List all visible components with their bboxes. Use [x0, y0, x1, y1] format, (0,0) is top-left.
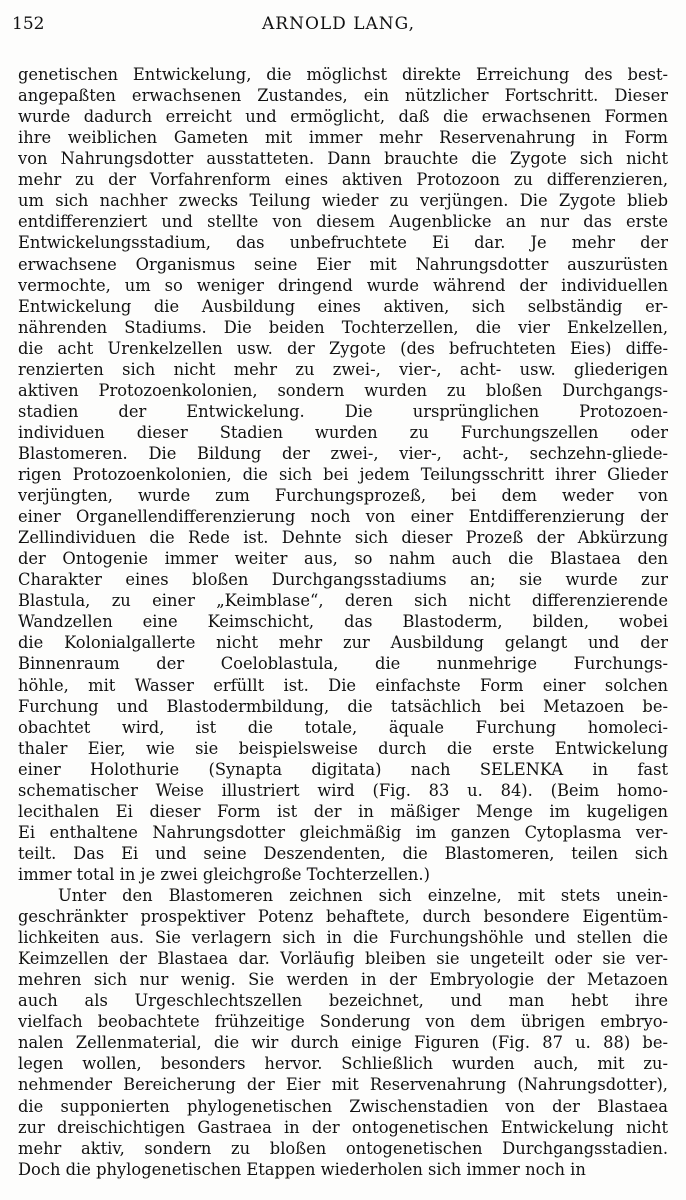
text-line: verjüngten, wurde zum Furchungsprozeß, bei dem weder von: [18, 486, 668, 505]
text-line: zur dreischichtigen Gastraea in der ontogenetischen Entwickelung nicht: [18, 1117, 668, 1137]
text-line: Doch die phylogenetischen Etappen wiederholen sich immer noch in: [18, 1159, 586, 1179]
text-line: legen wollen, besonders hervor. Schließlich wurden auch, mit zu-: [18, 1054, 668, 1074]
text-line: lichkeiten aus. Sie verlagern sich in die Furchungshöhle und stellen die: [18, 928, 668, 948]
text-line: schematischer Weise illustriert wird (Fig. 83 u. 84). (Beim homo-: [18, 780, 668, 800]
text-line: lecithalen Ei dieser Form ist der in mäßiger Menge im kugeligen: [18, 801, 668, 821]
text-line: die Kolonialgallerte nicht mehr zur Ausbildung gelangt und der: [18, 633, 668, 653]
text-line: Charakter eines bloßen Durchgangsstadiums an; sie wurde zur: [18, 570, 668, 590]
text-line: wurde dadurch erreicht und ermöglicht, daß die erwachsenen Formen: [18, 107, 668, 127]
text-line: nährenden Stadiums. Die beiden Tochterzellen, die vier Enkelzellen,: [18, 317, 668, 337]
text-line: Binnenraum der Coeloblastula, die nunmehrige Furchungs-: [18, 654, 668, 674]
running-header: ARNOLD LANG,: [262, 14, 416, 34]
text-line: von Nahrungsdotter ausstatteten. Dann brauchte die Zygote sich nicht: [18, 149, 668, 169]
text-line: angepaßten erwachsenen Zustandes, ein nützlicher Fortschritt. Dieser: [18, 86, 668, 105]
text-line: immer total in je zwei gleichgroße Tochterzellen.): [18, 864, 430, 884]
text-line: genetischen Entwickelung, die möglichst direkte Erreichung des best-: [18, 65, 668, 84]
text-line: der Ontogenie immer weiter aus, so nahm auch die Blastaea den: [18, 549, 668, 569]
text-line: Keimzellen der Blastaea dar. Vorläufig bleiben sie ungeteilt oder sie ver-: [18, 949, 668, 969]
text-line: Furchung und Blastodermbildung, die tatsächlich bei Metazoen be-: [18, 696, 668, 716]
page-number: 152: [12, 14, 45, 34]
text-line: einer Holothurie (Synapta digitata) nach SELENKA in fast: [18, 759, 668, 779]
text-line: Zellindividuen die Rede ist. Dehnte sich dieser Prozeß der Abkürzung: [18, 528, 668, 548]
text-line: ihre weiblichen Gameten mit immer mehr Reservenahrung in Form: [18, 128, 668, 148]
text-line: höhle, mit Wasser erfüllt ist. Die einfachste Form einer solchen: [18, 675, 668, 695]
text-line: Ei enthaltene Nahrungsdotter gleichmäßig im ganzen Cytoplasma ver-: [18, 822, 668, 842]
text-line: einer Organellendifferenzierung noch von einer Entdifferenzierung der: [18, 507, 668, 527]
text-line: Wandzellen eine Keimschicht, das Blastoderm, bilden, wobei: [18, 612, 668, 632]
text-line: renzierten sich nicht mehr zu zwei-, vier-, acht- usw. gliederigen: [18, 359, 668, 379]
text-line: stadien der Entwickelung. Die ursprünglichen Protozoen-: [18, 401, 668, 421]
text-line: individuen dieser Stadien wurden zu Furchungszellen oder: [18, 422, 668, 442]
text-line: Unter den Blastomeren zeichnen sich einzelne, mit stets unein-: [58, 886, 668, 905]
text-line: thaler Eier, wie sie beispielsweise durch die erste Entwickelung: [18, 738, 668, 758]
text-line: mehr zu der Vorfahrenform eines aktiven Protozoon zu differenzieren,: [18, 170, 668, 190]
text-line: um sich nachher zwecks Teilung wieder zu verjüngen. Die Zygote blieb: [18, 191, 668, 211]
text-line: Entwickelungsstadium, das unbefruchtete Ei dar. Je mehr der: [18, 233, 668, 253]
text-line: mehr aktiv, sondern zu bloßen ontogenetischen Durchgangsstadien.: [18, 1138, 668, 1158]
text-line: aktiven Protozoenkolonien, sondern wurden zu bloßen Durchgangs-: [18, 380, 668, 400]
text-line: nalen Zellenmaterial, die wir durch einige Figuren (Fig. 87 u. 88) be-: [18, 1033, 668, 1053]
text-line: Entwickelung die Ausbildung eines aktiven, sich selbständig er-: [18, 296, 668, 316]
text-line: rigen Protozoenkolonien, die sich bei jedem Teilungsschritt ihrer Glieder: [18, 464, 668, 484]
text-line: mehren sich nur wenig. Sie werden in der Embryologie der Metazoen: [18, 970, 668, 990]
text-line: teilt. Das Ei und seine Deszendenten, die Blastomeren, teilen sich: [18, 843, 668, 863]
text-line: geschränkter prospektiver Potenz behaftete, durch besondere Eigentüm-: [18, 907, 668, 926]
text-line: auch als Urgeschlechtszellen bezeichnet, und man hebt ihre: [18, 991, 668, 1011]
text-line: vermochte, um so weniger dringend wurde während der individuellen: [18, 275, 668, 295]
text-line: die supponierten phylogenetischen Zwischenstadien von der Blastaea: [18, 1096, 668, 1116]
text-line: erwachsene Organismus seine Eier mit Nahrungsdotter auszurüsten: [18, 254, 668, 274]
text-line: vielfach beobachtete frühzeitige Sonderung von dem übrigen embryo-: [18, 1012, 668, 1032]
text-line: entdifferenziert und stellte von diesem Augenblicke an nur das erste: [18, 212, 668, 232]
text-line: die acht Urenkelzellen usw. der Zygote (des befruchteten Eies) diffe-: [18, 338, 668, 358]
text-line: Blastula, zu einer „Keimblase“, deren sich nicht differenzierende: [18, 591, 668, 611]
text-line: obachtet wird, ist die totale, äquale Furchung homoleci-: [18, 717, 668, 737]
text-line: Blastomeren. Die Bildung der zwei-, vier-, acht-, sechzehn-gliede-: [18, 443, 668, 463]
text-line: nehmender Bereicherung der Eier mit Reservenahrung (Nahrungsdotter),: [18, 1075, 668, 1095]
